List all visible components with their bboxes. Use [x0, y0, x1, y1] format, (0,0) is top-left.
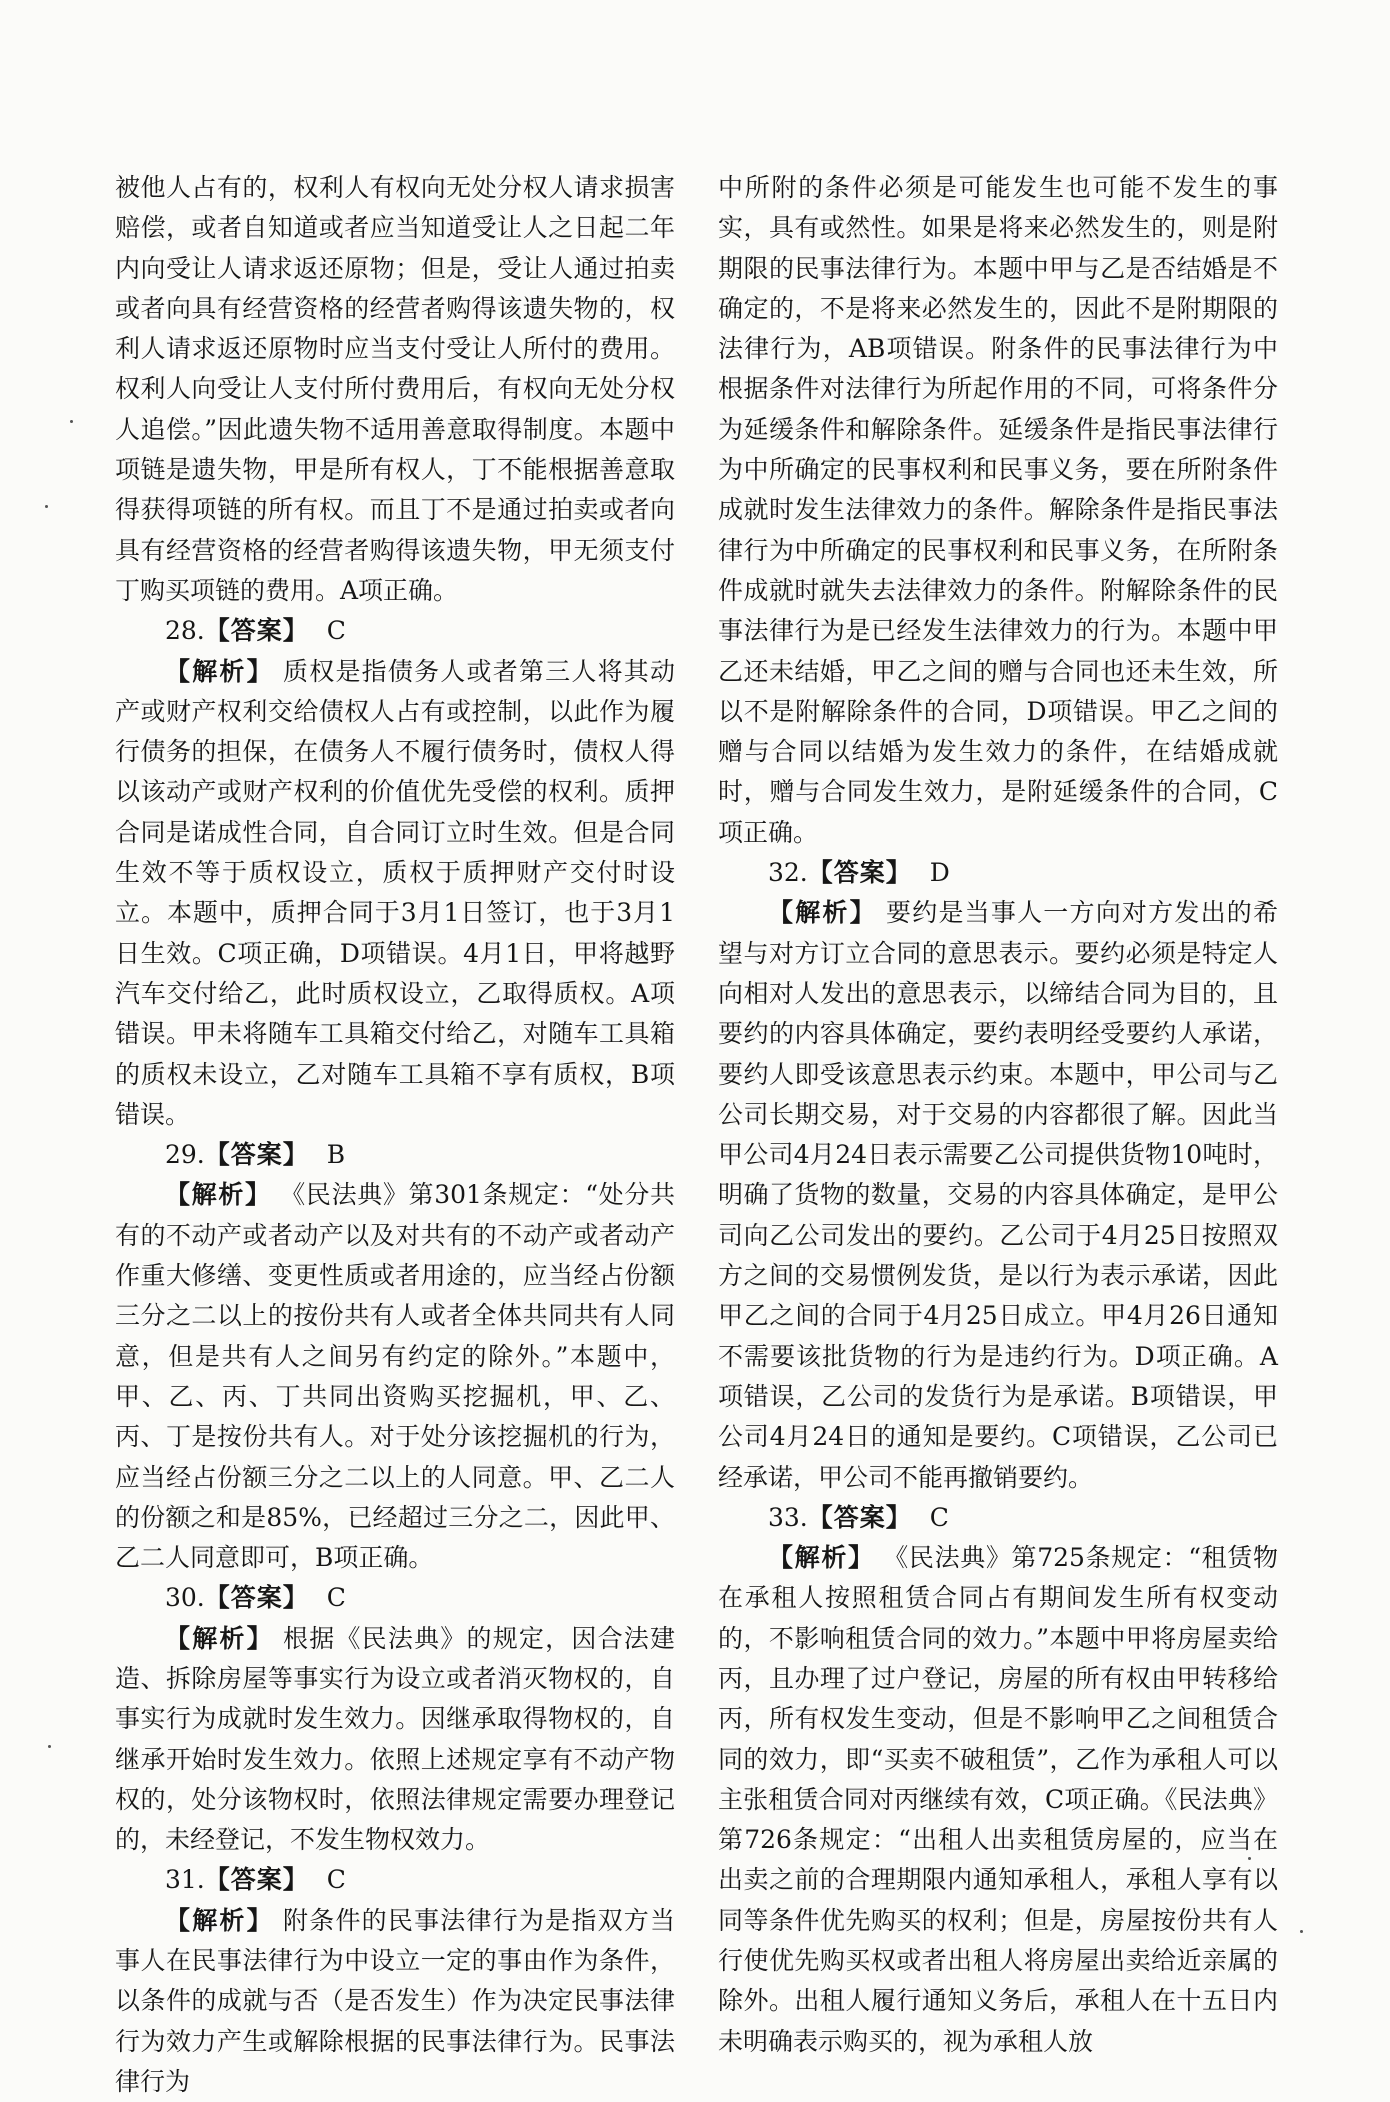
answer-line-29 [115, 1135, 675, 1175]
analysis-text: 质权是指债务人或者第三人将其动产或财产权利交给债权人占有或控制，以此作为履行债务的担保，在债务人不履行债务时，债权人得以该动产或财产权利的价值优先受偿的权利。质押合同是诺成性合同，自合同订立时生效。但是合同生效不等于质权设立，质权于质押财产交付时设立。本题中，质押合同于3月1日签订，也于3月1日生效。C项正确，D项错误。4月1日，甲将越野汽车交付给乙，此时质权设立，乙取得质权。A项错误。甲未将随车工具箱交付给乙，对随车工具箱的质权未设立，乙对随车工具箱不享有质权，B项错误。 [115, 656, 675, 1129]
analysis-text: 《民法典》第301条规定：“处分共有的不动产或者动产以及对共有的不动产或者动产作重大修缮、变更性质或者用途的，应当经占份额三分之二以上的按份共有人或者全体共同共有人同意，但是共有人之间另有约定的除外。”本题中，甲、乙、丙、丁共同出资购买挖掘机，甲、乙、丙、丁是按份共有人。对于处分该挖掘机的行为，应当经占份额三分之二以上的人同意。甲、乙二人的份额之和是85%，已经超过三分之二，因此甲、乙二人同意即可，B项正确。 [115, 1180, 675, 1573]
answer-value: C [929, 1502, 949, 1532]
analysis-paragraph-33 [718, 1538, 1278, 2062]
answer-line-28 [115, 611, 675, 651]
analysis-tag: 【解析】 [768, 1543, 875, 1573]
answer-tag: 【答案】 [807, 1502, 912, 1532]
analysis-paragraph-32 [718, 893, 1278, 1497]
answer-line-32 [718, 853, 1278, 893]
analysis-tag: 【解析】 [165, 1905, 274, 1935]
analysis-paragraph-29 [115, 1175, 675, 1578]
answer-value: D [929, 858, 950, 888]
analysis-text: 《民法典》第725条规定：“租赁物在承租人按照租赁合同占有期间发生所有权变动的，不影响租赁合同的效力。”本题中甲将房屋卖给丙，且办理了过户登记，房屋的所有权由甲转移给丙，所有权发生变动，但是不影响甲乙之间租赁合同的效力，即“买卖不破租赁”，乙作为承租人可以主张租赁合同对丙继续有效，C项正确。《民法典》第726条规定：“出租人出卖租赁房屋的，应当在出卖之前的合理期限内通知承租人，承租人享有以同等条件优先购买的权利；但是，房屋按份共有人行使优先购买权或者出租人将房屋出卖给近亲属的除外。出租人履行通知义务后，承租人在十五日内未明确表示购买的，视为承租人放 [718, 1543, 1278, 2056]
answer-line-33 [718, 1498, 1278, 1538]
scan-speck [48, 1745, 51, 1748]
answer-tag: 【答案】 [204, 616, 309, 646]
question-number: 32. [768, 858, 808, 888]
question-number: 33. [768, 1502, 808, 1532]
analysis-text: 要约是当事人一方向对方发出的希望与对方订立合同的意思表示。要约必须是特定人向相对人发出的意思表示，以缔结合同为目的，且要约的内容具体确定，要约表明经受要约人承诺，要约人即受该意思表示约束。本题中，甲公司与乙公司长期交易，对于交易的内容都很了解。因此当甲公司4月24日表示需要乙公司提供货物10吨时，明确了货物的数量，交易的内容具体确定，是甲公司向乙公司发出的要约。乙公司于4月25日按照双方之间的交易惯例发货，是以行为表示承诺，因此甲乙之间的合同于4月25日成立。甲4月26日通知不需要该批货物的行为是违约行为。D项正确。A项错误，乙公司的发货行为是承诺。B项错误，甲公司4月24日的通知是要约。C项错误，乙公司已经承诺，甲公司不能再撤销要约。 [718, 898, 1278, 1492]
scan-speck [45, 505, 48, 508]
analysis-tag: 【解析】 [165, 1180, 272, 1210]
answer-tag: 【答案】 [204, 1583, 309, 1613]
analysis-tag: 【解析】 [165, 656, 274, 686]
scan-speck [1248, 1857, 1251, 1860]
answer-value: C [326, 1865, 346, 1895]
answer-tag: 【答案】 [204, 1140, 309, 1170]
answer-line-30 [115, 1578, 675, 1618]
answer-tag: 【答案】 [204, 1865, 309, 1895]
scan-speck [1300, 1930, 1303, 1933]
answer-value: C [326, 616, 346, 646]
analysis-tag: 【解析】 [165, 1623, 274, 1653]
question-number: 31. [165, 1865, 205, 1895]
answer-value: B [326, 1140, 346, 1170]
analysis-paragraph-30 [115, 1619, 675, 1861]
analysis-tag: 【解析】 [768, 898, 877, 928]
question-number: 28. [165, 616, 205, 646]
left-column [115, 168, 675, 2102]
analysis-paragraph-31 [115, 1901, 675, 2102]
question-number: 30. [165, 1583, 205, 1613]
scan-speck [70, 420, 73, 423]
answer-value: C [326, 1583, 346, 1613]
answer-tag: 【答案】 [807, 858, 912, 888]
analysis-paragraph-28 [115, 652, 675, 1136]
analysis-text: 附条件的民事法律行为是指双方当事人在民事法律行为中设立一定的事由作为条件，以条件的成就与否（是否发生）作为决定民事法律行为效力产生或解除根据的民事法律行为。民事法律行为 [115, 1905, 675, 2096]
right-column [718, 168, 1278, 2062]
answer-line-31 [115, 1860, 675, 1900]
continuation-paragraph: 被他人占有的，权利人有权向无处分权人请求损害赔偿，或者自知道或者应当知道受让人之日起二年内向受让人请求返还原物；但是，受让人通过拍卖或者向具有经营资格的经营者购得该遗失物的，权利人请求返还原物时应当支付受让人所付的费用。权利人向受让人支付所付费用后，有权向无处分权人追偿。”因此遗失物不适用善意取得制度。本题中项链是遗失物，甲是所有权人，丁不能根据善意取得获得项链的所有权。而且丁不是通过拍卖或者向具有经营资格的经营者购得该遗失物，甲无须支付丁购买项链的费用。A项正确。 [115, 173, 675, 605]
analysis-text: 根据《民法典》的规定，因合法建造、拆除房屋等事实行为设立或者消灭物权的，自事实行为成就时发生效力。因继承取得物权的，自继承开始时发生效力。依照上述规定享有不动产物权的，处分该物权时，依照法律规定需要办理登记的，未经登记，不发生物权效力。 [115, 1623, 675, 1855]
question-number: 29. [165, 1140, 205, 1170]
continuation-paragraph: 中所附的条件必须是可能发生也可能不发生的事实，具有或然性。如果是将来必然发生的，则是附期限的民事法律行为。本题中甲与乙是否结婚是不确定的，不是将来必然发生的，因此不是附期限的法律行为，AB项错误。附条件的民事法律行为中根据条件对法律行为所起作用的不同，可将条件分为延缓条件和解除条件。延缓条件是指民事法律行为中所确定的民事权利和民事义务，要在所附条件成就时发生法律效力的条件。解除条件是指民事法律行为中所确定的民事权利和民事义务，在所附条件成就时就失去法律效力的条件。附解除条件的民事法律行为是已经发生法律效力的行为。本题中甲乙还未结婚，甲乙之间的赠与合同也还未生效，所以不是附解除条件的合同，D项错误。甲乙之间的赠与合同以结婚为发生效力的条件，在结婚成就时，赠与合同发生效力，是附延缓条件的合同，C项正确。 [718, 173, 1278, 847]
